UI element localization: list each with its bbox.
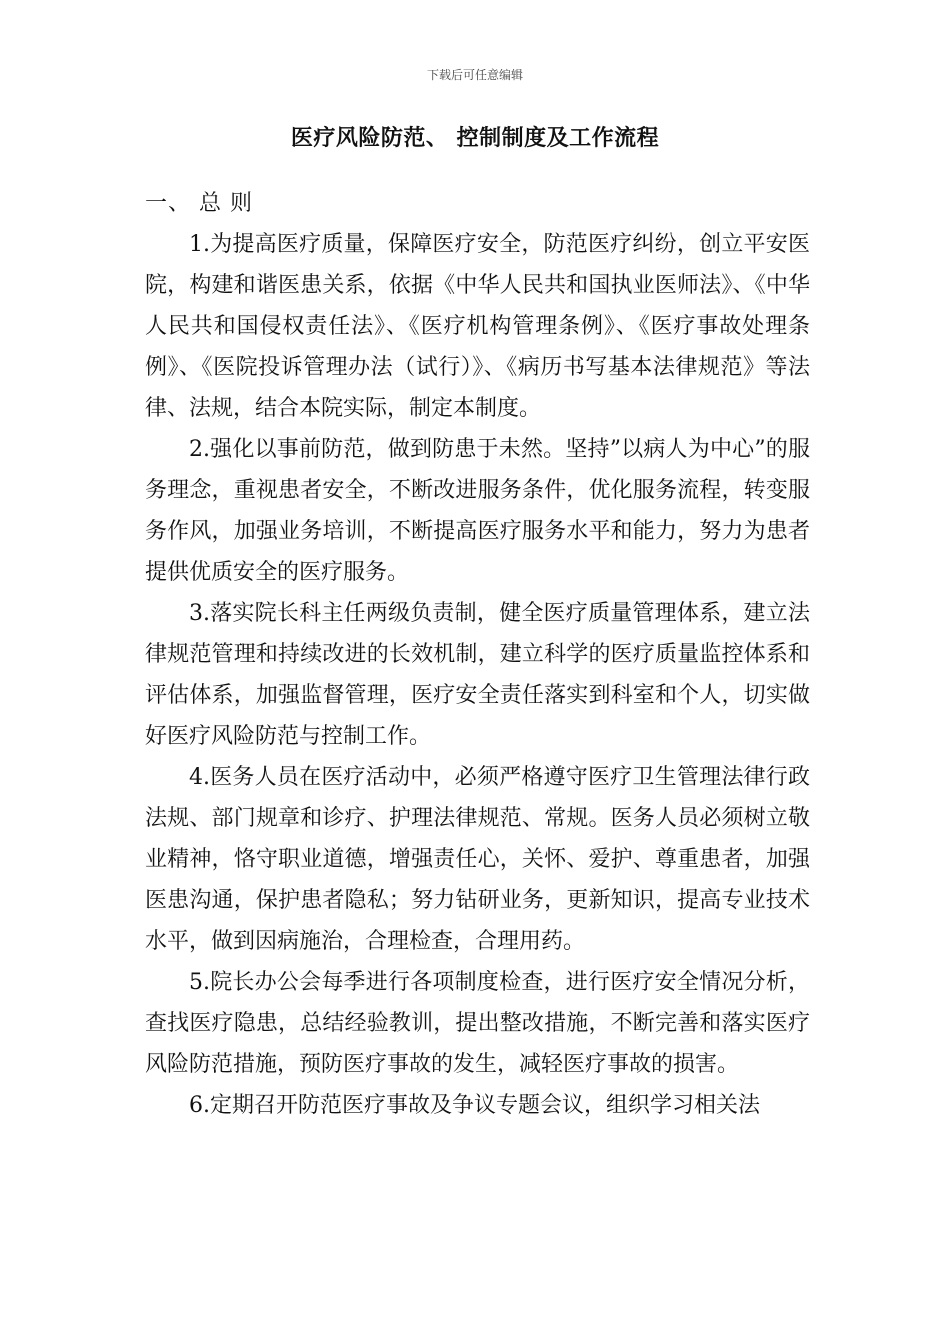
- section-heading: 一、 总 则: [145, 191, 253, 216]
- document-body: [145, 224, 810, 1126]
- page-title: 医疗风险防范、 控制制度及工作流程: [290, 125, 660, 151]
- paragraph-3: 3.落实院长科主任两级负责制，健全医疗质量管理体系，建立法律规范管理和持续改进的长效机制，建立科学的医疗质量监控体系和评估体系，加强监督管理，医疗安全责任落实到科室和个人，切实做好医疗风险防范与控制工作。: [145, 601, 810, 749]
- header-note: 下载后可任意编辑: [426, 68, 523, 82]
- paragraph-4: 4.医务人员在医疗活动中，必须严格遵守医疗卫生管理法律行政法规、部门规章和诊疗、护理法律规范、常规。医务人员必须树立敬业精神，恪守职业道德，增强责任心，关怀、爱护、尊重患者，加强医患沟通，保护患者隐私；努力钻研业务，更新知识，提高专业技术水平，做到因病施治，合理检查，合理用药。: [145, 765, 810, 954]
- paragraph-1: 1.为提高医疗质量，保障医疗安全，防范医疗纠纷，创立平安医院，构建和谐医患关系，依据《中华人民共和国执业医师法》、《中华人民共和国侵权责任法》、《医疗机构管理条例》、《医疗事故处理条例》、《医院投诉管理办法（试行）》、《病历书写基本法律规范》等法律、法规，结合本院实际，制定本制度。: [145, 232, 810, 421]
- paragraph-2: 2.强化以事前防范，做到防患于未然。坚持”以病人为中心”的服务理念，重视患者安全，不断改进服务条件，优化服务流程，转变服务作风，加强业务培训，不断提高医疗服务水平和能力，努力为患者提供优质安全的医疗服务。: [145, 437, 810, 585]
- paragraph-6: 6.定期召开防范医疗事故及争议专题会议，组织学习相关法: [189, 1093, 760, 1118]
- paragraph-5: 5.院长办公会每季进行各项制度检查，进行医疗安全情况分析，查找医疗隐患，总结经验教训，提出整改措施，不断完善和落实医疗风险防范措施，预防医疗事故的发生，减轻医疗事故的损害。: [145, 970, 810, 1077]
